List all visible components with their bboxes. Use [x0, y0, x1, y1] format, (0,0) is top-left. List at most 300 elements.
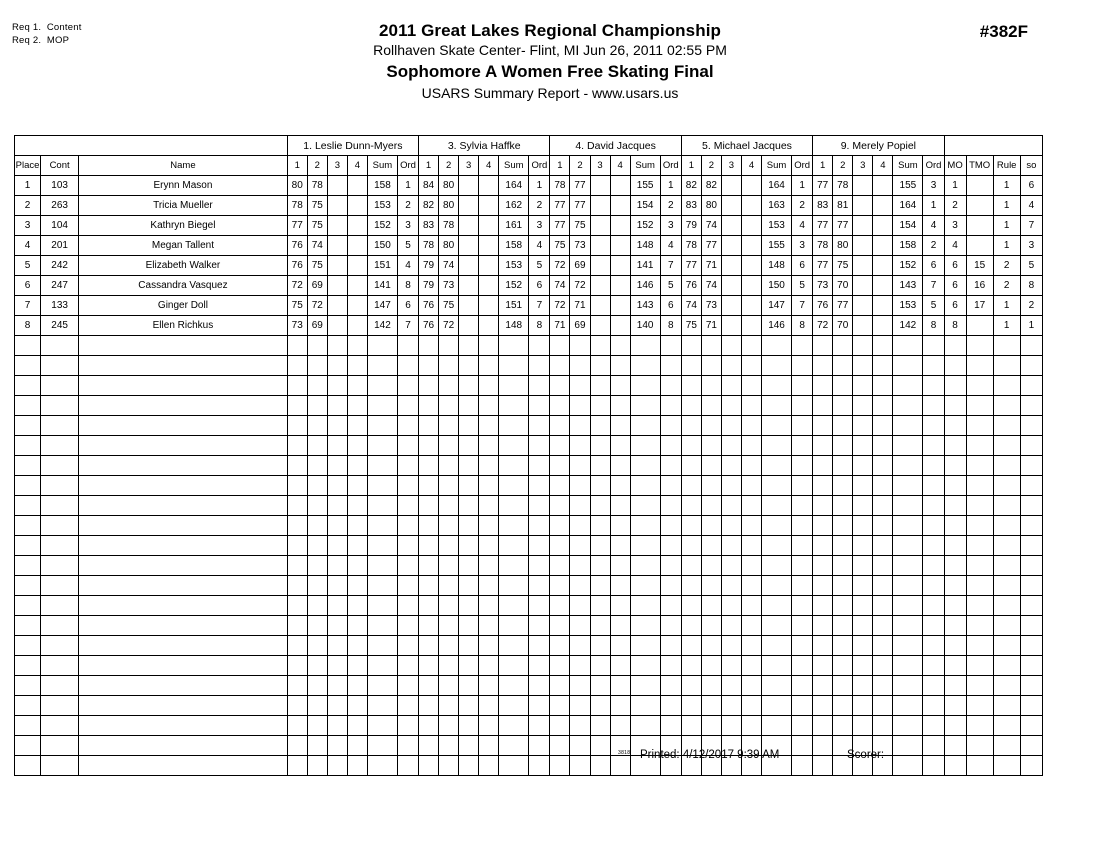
cell-j5-ordinal-empty — [923, 416, 944, 436]
cell-mo-empty — [944, 636, 966, 656]
cell-j5-score3-empty — [853, 376, 873, 396]
cell-j2-score1-empty — [419, 456, 439, 476]
cell-j5-score4-empty — [873, 716, 893, 736]
cell-contestant-number-empty — [41, 456, 79, 476]
cell-j2-score3-empty — [459, 376, 479, 396]
cell-j2-score1: 83 — [419, 216, 439, 236]
cell-j5-score3-empty — [853, 356, 873, 376]
cell-j5-score3-empty — [853, 496, 873, 516]
cell-skater-name: Tricia Mueller — [79, 196, 288, 216]
cell-j5-score2-empty — [833, 556, 853, 576]
cell-j2-score4-empty — [479, 456, 499, 476]
cell-j1-sum-empty — [367, 696, 397, 716]
col-header-j3-ord: Ord — [660, 156, 681, 176]
cell-j2-score1-empty — [419, 676, 439, 696]
table-row-empty[interactable] — [15, 476, 1043, 496]
cell-j5-score2-empty — [833, 496, 853, 516]
cell-j1-score3-empty — [327, 636, 347, 656]
cell-j4-score4-empty — [741, 376, 761, 396]
cell-tmo-empty — [966, 636, 993, 656]
cell-j3-ordinal-empty — [660, 636, 681, 656]
table-row-empty[interactable] — [15, 636, 1043, 656]
cell-j3-score4-empty — [610, 616, 630, 636]
cell-j1-sum-empty — [367, 456, 397, 476]
cell-j3-score1-empty — [550, 696, 570, 716]
cell-j4-score4-empty — [741, 716, 761, 736]
cell-j3-score1: 72 — [550, 296, 570, 316]
cell-j3-ordinal-empty — [660, 696, 681, 716]
cell-j3-score3 — [590, 236, 610, 256]
cell-j1-score3 — [327, 236, 347, 256]
cell-j1-score1: 75 — [287, 296, 307, 316]
cell-j2-score3-empty — [459, 636, 479, 656]
championship-title: 2011 Great Lakes Regional Championship — [378, 21, 722, 40]
cell-place-empty — [15, 736, 41, 756]
cell-place: 4 — [15, 236, 41, 256]
table-row-empty[interactable] — [15, 436, 1043, 456]
cell-rule-empty — [993, 396, 1020, 416]
cell-j1-score1-empty — [287, 596, 307, 616]
cell-j1-score2: 75 — [307, 216, 327, 236]
cell-rule-empty — [993, 456, 1020, 476]
cell-j2-ordinal: 6 — [529, 276, 550, 296]
cell-j5-ordinal-empty — [923, 356, 944, 376]
judge-band-spacer-right — [944, 136, 1042, 156]
cell-j2-score3 — [459, 236, 479, 256]
cell-j2-score2: 80 — [439, 236, 459, 256]
cell-j4-score1-empty — [681, 516, 701, 536]
cell-j2-score1-empty — [419, 416, 439, 436]
cell-j1-score4-empty — [347, 676, 367, 696]
cell-contestant-number-empty — [41, 416, 79, 436]
cell-j3-ordinal: 4 — [660, 236, 681, 256]
cell-j1-score2-empty — [307, 476, 327, 496]
cell-j1-ordinal-empty — [397, 476, 418, 496]
table-row-empty[interactable] — [15, 716, 1043, 736]
table-row[interactable] — [15, 236, 1043, 256]
cell-j2-score1-empty — [419, 756, 439, 776]
cell-place: 3 — [15, 216, 41, 236]
cell-j2-score3-empty — [459, 556, 479, 576]
cell-j3-sum-empty — [630, 676, 660, 696]
col-header-j4-s3: 3 — [721, 156, 741, 176]
table-row-empty[interactable] — [15, 736, 1043, 756]
cell-mo-empty — [944, 336, 966, 356]
cell-mo-empty — [944, 476, 966, 496]
cell-j4-ordinal-empty — [792, 576, 813, 596]
cell-j5-score1-empty — [813, 736, 833, 756]
table-row-empty[interactable] — [15, 456, 1043, 476]
cell-tmo-empty — [966, 376, 993, 396]
cell-contestant-number-empty — [41, 756, 79, 776]
cell-j2-ordinal-empty — [529, 716, 550, 736]
cell-j5-score2-empty — [833, 656, 853, 676]
cell-j4-score3-empty — [721, 696, 741, 716]
cell-contestant-number-empty — [41, 536, 79, 556]
cell-j1-sum-empty — [367, 496, 397, 516]
cell-j3-score4-empty — [610, 336, 630, 356]
cell-tmo-empty — [966, 736, 993, 756]
cell-j1-score2-empty — [307, 716, 327, 736]
cell-j5-score1-empty — [813, 696, 833, 716]
cell-j4-score2-empty — [701, 576, 721, 596]
cell-j1-sum-empty — [367, 336, 397, 356]
cell-j4-score1-empty — [681, 436, 701, 456]
cell-j2-score4-empty — [479, 536, 499, 556]
table-row[interactable] — [15, 276, 1043, 296]
cell-j5-score4-empty — [873, 536, 893, 556]
cell-j4-score4 — [741, 236, 761, 256]
judge-header-3: 4. David Jacques — [550, 136, 681, 156]
cell-j2-sum-empty — [499, 356, 529, 376]
cell-j4-sum-empty — [762, 356, 792, 376]
cell-j5-score3-empty — [853, 476, 873, 496]
cell-j1-score4-empty — [347, 616, 367, 636]
table-row-empty[interactable] — [15, 396, 1043, 416]
cell-j4-sum-empty — [762, 476, 792, 496]
cell-j5-sum: 158 — [893, 236, 923, 256]
cell-contestant-number-empty — [41, 436, 79, 456]
cell-j3-score3 — [590, 216, 610, 236]
table-row[interactable] — [15, 196, 1043, 216]
cell-so-empty — [1020, 436, 1042, 456]
cell-j5-score3 — [853, 236, 873, 256]
cell-tmo: 16 — [966, 276, 993, 296]
cell-j3-score1-empty — [550, 636, 570, 656]
cell-j5-score3-empty — [853, 456, 873, 476]
cell-j1-score2: 78 — [307, 176, 327, 196]
cell-j1-ordinal-empty — [397, 356, 418, 376]
cell-j1-ordinal: 8 — [397, 276, 418, 296]
table-row-empty[interactable] — [15, 596, 1043, 616]
cell-j1-score1: 72 — [287, 276, 307, 296]
cell-j1-score1-empty — [287, 516, 307, 536]
cell-j2-sum: 151 — [499, 296, 529, 316]
cell-j3-ordinal-empty — [660, 556, 681, 576]
cell-j2-score1-empty — [419, 516, 439, 536]
cell-rule-empty — [993, 376, 1020, 396]
cell-j4-score4-empty — [741, 536, 761, 556]
cell-j3-score4 — [610, 176, 630, 196]
cell-tmo-empty — [966, 716, 993, 736]
cell-j1-score3-empty — [327, 536, 347, 556]
cell-j2-score3-empty — [459, 676, 479, 696]
cell-j2-score1-empty — [419, 636, 439, 656]
cell-j2-score3-empty — [459, 616, 479, 636]
cell-j1-score1-empty — [287, 616, 307, 636]
cell-j4-score3-empty — [721, 356, 741, 376]
cell-j3-score2: 77 — [570, 176, 590, 196]
cell-j1-score3-empty — [327, 756, 347, 776]
cell-skater-name-empty — [79, 556, 288, 576]
cell-j3-sum-empty — [630, 496, 660, 516]
cell-j2-score3-empty — [459, 736, 479, 756]
cell-j1-score3 — [327, 276, 347, 296]
cell-so-empty — [1020, 556, 1042, 576]
table-row[interactable] — [15, 256, 1043, 276]
cell-mo: 1 — [944, 176, 966, 196]
cell-j5-score1: 78 — [813, 236, 833, 256]
cell-j3-ordinal-empty — [660, 436, 681, 456]
cell-j2-ordinal-empty — [529, 736, 550, 756]
table-row-empty[interactable] — [15, 496, 1043, 516]
cell-j5-score2-empty — [833, 376, 853, 396]
cell-j5-ordinal-empty — [923, 536, 944, 556]
cell-j4-sum-empty — [762, 696, 792, 716]
cell-j5-sum-empty — [893, 436, 923, 456]
cell-j1-score2-empty — [307, 636, 327, 656]
cell-mo: 6 — [944, 296, 966, 316]
cell-skater-name: Ginger Doll — [79, 296, 288, 316]
cell-j1-score4-empty — [347, 656, 367, 676]
cell-j2-score4-empty — [479, 496, 499, 516]
cell-so: 7 — [1020, 216, 1042, 236]
cell-j1-ordinal: 7 — [397, 316, 418, 336]
cell-rule-empty — [993, 516, 1020, 536]
cell-j2-ordinal: 4 — [529, 236, 550, 256]
cell-j1-score4-empty — [347, 456, 367, 476]
cell-j3-score3 — [590, 296, 610, 316]
cell-j5-ordinal: 2 — [923, 236, 944, 256]
cell-j3-score4 — [610, 196, 630, 216]
cell-j3-sum: 152 — [630, 216, 660, 236]
cell-j1-score1-empty — [287, 576, 307, 596]
cell-j2-sum: 148 — [499, 316, 529, 336]
cell-j1-ordinal: 5 — [397, 236, 418, 256]
cell-j5-sum: 164 — [893, 196, 923, 216]
cell-mo-empty — [944, 616, 966, 636]
cell-j1-score2: 74 — [307, 236, 327, 256]
cell-j4-score4 — [741, 196, 761, 216]
cell-j4-ordinal-empty — [792, 456, 813, 476]
cell-j1-score3-empty — [327, 456, 347, 476]
cell-j5-score3-empty — [853, 576, 873, 596]
cell-j4-ordinal-empty — [792, 336, 813, 356]
cell-j3-score2-empty — [570, 516, 590, 536]
table-row-empty[interactable] — [15, 416, 1043, 436]
cell-j3-score3-empty — [590, 656, 610, 676]
cell-j3-ordinal: 1 — [660, 176, 681, 196]
cell-j5-ordinal: 7 — [923, 276, 944, 296]
cell-j1-score3-empty — [327, 496, 347, 516]
cell-j1-score4 — [347, 296, 367, 316]
cell-j5-score3 — [853, 276, 873, 296]
col-header-j1-s1: 1 — [287, 156, 307, 176]
cell-j3-score3-empty — [590, 756, 610, 776]
cell-j1-sum-empty — [367, 676, 397, 696]
cell-j5-score4-empty — [873, 396, 893, 416]
cell-j5-score1-empty — [813, 476, 833, 496]
cell-j1-ordinal-empty — [397, 536, 418, 556]
cell-j3-ordinal-empty — [660, 376, 681, 396]
cell-j3-score4-empty — [610, 536, 630, 556]
table-row-empty[interactable] — [15, 556, 1043, 576]
cell-j4-sum: 164 — [762, 176, 792, 196]
cell-j3-score1-empty — [550, 356, 570, 376]
cell-j2-score1-empty — [419, 496, 439, 516]
cell-j4-score1-empty — [681, 576, 701, 596]
cell-j2-score1: 76 — [419, 316, 439, 336]
cell-j2-score3-empty — [459, 656, 479, 676]
cell-j2-sum-empty — [499, 596, 529, 616]
table-row-empty[interactable] — [15, 376, 1043, 396]
cell-j4-ordinal: 8 — [792, 316, 813, 336]
cell-j5-score3-empty — [853, 436, 873, 456]
table-row-empty[interactable] — [15, 576, 1043, 596]
cell-j2-ordinal-empty — [529, 536, 550, 556]
cell-j4-sum-empty — [762, 336, 792, 356]
cell-j4-score3-empty — [721, 616, 741, 636]
cell-skater-name-empty — [79, 716, 288, 736]
cell-j4-sum: 148 — [762, 256, 792, 276]
cell-skater-name-empty — [79, 476, 288, 496]
table-row-empty[interactable] — [15, 536, 1043, 556]
cell-place-empty — [15, 616, 41, 636]
cell-tmo-empty — [966, 556, 993, 576]
cell-j3-score2-empty — [570, 696, 590, 716]
cell-place-empty — [15, 556, 41, 576]
table-row-empty[interactable] — [15, 696, 1043, 716]
cell-j2-score3-empty — [459, 756, 479, 776]
cell-j3-score1-empty — [550, 616, 570, 636]
cell-j5-score4-empty — [873, 416, 893, 436]
table-row[interactable] — [15, 316, 1043, 336]
cell-j4-score2-empty — [701, 536, 721, 556]
cell-j5-sum-empty — [893, 596, 923, 616]
cell-j1-ordinal: 4 — [397, 256, 418, 276]
cell-j2-score1-empty — [419, 436, 439, 456]
cell-j4-score3-empty — [721, 576, 741, 596]
cell-j2-score4 — [479, 276, 499, 296]
table-row[interactable] — [15, 296, 1043, 316]
cell-j3-ordinal-empty — [660, 536, 681, 556]
cell-j5-score2: 70 — [833, 316, 853, 336]
cell-j2-score4 — [479, 316, 499, 336]
cell-j5-score2-empty — [833, 396, 853, 416]
cell-tmo: 17 — [966, 296, 993, 316]
cell-j3-ordinal-empty — [660, 396, 681, 416]
cell-j5-score4 — [873, 216, 893, 236]
cell-j1-score3-empty — [327, 676, 347, 696]
cell-j4-score3-empty — [721, 656, 741, 676]
cell-j2-score1: 79 — [419, 276, 439, 296]
col-header-j2-s3: 3 — [459, 156, 479, 176]
table-row[interactable] — [15, 216, 1043, 236]
cell-j4-score1-empty — [681, 696, 701, 716]
cell-j4-ordinal-empty — [792, 516, 813, 536]
cell-j1-score3-empty — [327, 656, 347, 676]
cell-j4-score2-empty — [701, 456, 721, 476]
cell-j2-score3-empty — [459, 716, 479, 736]
cell-j5-sum-empty — [893, 716, 923, 736]
cell-j4-ordinal-empty — [792, 756, 813, 776]
col-header-j1-sum: Sum — [367, 156, 397, 176]
table-row[interactable] — [15, 176, 1043, 196]
cell-j3-score2-empty — [570, 656, 590, 676]
cell-j1-score4-empty — [347, 396, 367, 416]
cell-j1-score1-empty — [287, 496, 307, 516]
cell-j3-score2: 71 — [570, 296, 590, 316]
cell-j5-sum-empty — [893, 416, 923, 436]
cell-j5-score1-empty — [813, 396, 833, 416]
table-row-empty[interactable] — [15, 336, 1043, 356]
cell-j1-score1-empty — [287, 536, 307, 556]
cell-j3-score1-empty — [550, 476, 570, 496]
cell-j5-score2-empty — [833, 356, 853, 376]
table-row-empty[interactable] — [15, 356, 1043, 376]
cell-j1-ordinal-empty — [397, 636, 418, 656]
cell-j1-score2-empty — [307, 556, 327, 576]
cell-j1-sum: 151 — [367, 256, 397, 276]
table-row-empty[interactable] — [15, 756, 1043, 776]
col-header-rule: Rule — [993, 156, 1020, 176]
table-row-empty[interactable] — [15, 616, 1043, 636]
cell-j5-score3 — [853, 176, 873, 196]
cell-skater-name: Kathryn Biegel — [79, 216, 288, 236]
cell-j4-score4-empty — [741, 636, 761, 656]
cell-j1-score1-empty — [287, 396, 307, 416]
cell-j3-score3-empty — [590, 636, 610, 656]
cell-j5-score4 — [873, 196, 893, 216]
cell-mo-empty — [944, 516, 966, 536]
cell-j3-score3-empty — [590, 616, 610, 636]
cell-j3-score1-empty — [550, 436, 570, 456]
cell-tmo-empty — [966, 756, 993, 776]
cell-j1-ordinal-empty — [397, 576, 418, 596]
cell-tmo — [966, 176, 993, 196]
cell-j3-score1-empty — [550, 336, 570, 356]
col-header-cont: Cont — [41, 156, 79, 176]
cell-j3-score3-empty — [590, 436, 610, 456]
cell-tmo-empty — [966, 656, 993, 676]
cell-j4-score2-empty — [701, 616, 721, 636]
cell-j3-score2-empty — [570, 336, 590, 356]
cell-j4-score1: 83 — [681, 196, 701, 216]
cell-j3-sum-empty — [630, 576, 660, 596]
cell-so-empty — [1020, 636, 1042, 656]
cell-j3-score1-empty — [550, 416, 570, 436]
cell-j3-score4 — [610, 316, 630, 336]
cell-j3-ordinal-empty — [660, 476, 681, 496]
col-header-tmo: TMO — [966, 156, 993, 176]
cell-rule-empty — [993, 596, 1020, 616]
cell-j2-sum: 162 — [499, 196, 529, 216]
cell-j1-score2-empty — [307, 416, 327, 436]
cell-j5-score4-empty — [873, 356, 893, 376]
cell-so-empty — [1020, 336, 1042, 356]
cell-j2-score3 — [459, 256, 479, 276]
table-row-empty[interactable] — [15, 516, 1043, 536]
cell-j1-score1-empty — [287, 356, 307, 376]
cell-j2-sum: 164 — [499, 176, 529, 196]
cell-j5-score2: 77 — [833, 216, 853, 236]
cell-j5-sum-empty — [893, 556, 923, 576]
cell-j5-ordinal-empty — [923, 476, 944, 496]
cell-j4-score1-empty — [681, 556, 701, 576]
table-row-empty[interactable] — [15, 676, 1043, 696]
col-header-j2-s1: 1 — [419, 156, 439, 176]
cell-j4-score3 — [721, 256, 741, 276]
cell-j4-score4-empty — [741, 416, 761, 436]
cell-j3-score2-empty — [570, 616, 590, 636]
cell-j1-ordinal-empty — [397, 596, 418, 616]
cell-j3-score4 — [610, 236, 630, 256]
cell-j5-score1-empty — [813, 656, 833, 676]
cell-contestant-number-empty — [41, 616, 79, 636]
cell-tmo-empty — [966, 536, 993, 556]
cell-j5-score3-empty — [853, 536, 873, 556]
table-row-empty[interactable] — [15, 656, 1043, 676]
